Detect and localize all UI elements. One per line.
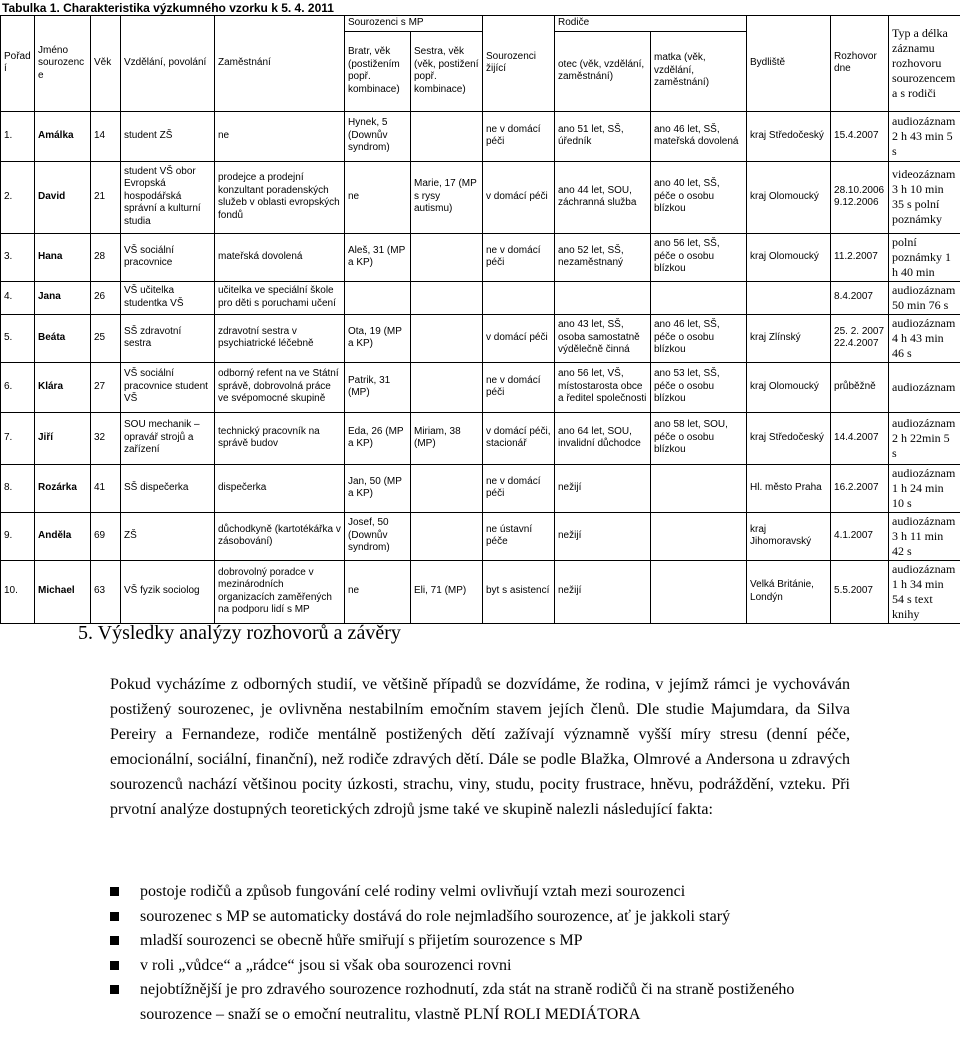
bullet-text: nejobtížnější je pro zdravého sourozence rozhodnutí, zda stát na straně rodičů či na straně postiženého sourozence – snaží se o emoční neutralitu, vlastně PLNÍ ROLI MEDIÁTORA bbox=[140, 981, 795, 1023]
cell-type: audiozáznam 1 h 34 min 54 s text knihy bbox=[889, 560, 960, 623]
list-item bbox=[110, 978, 850, 1027]
cell-age: 63 bbox=[91, 560, 121, 623]
cell-siblings: ne v domácí péči bbox=[483, 111, 555, 161]
cell-date: 4.1.2007 bbox=[831, 512, 889, 560]
cell-edu: SŠ zdravotní sestra bbox=[121, 314, 215, 362]
cell-no: 6. bbox=[1, 362, 35, 412]
cell-name: Jana bbox=[35, 281, 91, 314]
cell-name: Anděla bbox=[35, 512, 91, 560]
cell-father: nežijí bbox=[555, 560, 651, 623]
cell-name: Klára bbox=[35, 362, 91, 412]
cell-home: kraj Středočeský bbox=[747, 111, 831, 161]
cell-type: audiozáznam 2 h 22min 5 s bbox=[889, 412, 960, 464]
cell-type: audiozáznam 4 h 43 min 46 s bbox=[889, 314, 960, 362]
cell-sister bbox=[411, 314, 483, 362]
cell-edu: VŠ fyzik sociolog bbox=[121, 560, 215, 623]
cell-type: audiozáznam bbox=[889, 362, 960, 412]
header-vek: Věk bbox=[91, 16, 121, 112]
cell-brother: Josef, 50 (Downův syndrom) bbox=[345, 512, 411, 560]
header-rozhovor: Rozhovor dne bbox=[831, 16, 889, 112]
cell-age: 25 bbox=[91, 314, 121, 362]
cell-job: zdravotní sestra v psychiatrické léčebně bbox=[215, 314, 345, 362]
table-row bbox=[1, 111, 960, 161]
cell-mother: ano 58 let, SOU, péče o osobu blízkou bbox=[651, 412, 747, 464]
cell-job: dispečerka bbox=[215, 464, 345, 512]
cell-father: nežijí bbox=[555, 464, 651, 512]
cell-home: kraj Olomoucký bbox=[747, 233, 831, 281]
cell-name: Amálka bbox=[35, 111, 91, 161]
cell-home: kraj Jihomoravský bbox=[747, 512, 831, 560]
cell-father: ano 52 let, SŠ, nezaměstnaný bbox=[555, 233, 651, 281]
cell-father: ano 56 let, VŠ, místostarosta obce a ředitel společnosti bbox=[555, 362, 651, 412]
table-row bbox=[1, 233, 960, 281]
cell-brother: ne bbox=[345, 560, 411, 623]
header-sestra: Sestra, věk (věk, postižení popř. kombinace) bbox=[411, 31, 483, 111]
header-jmeno: Jméno sourozence bbox=[35, 16, 91, 112]
cell-edu: student VŠ obor Evropská hospodářská správní a kulturní studia bbox=[121, 161, 215, 233]
cell-brother: Jan, 50 (MP a KP) bbox=[345, 464, 411, 512]
cell-date: 15.4.2007 bbox=[831, 111, 889, 161]
list-item bbox=[110, 929, 850, 954]
body-paragraph: Pokud vycházíme z odborných studií, ve většině případů se dozvídáme, že rodina, v jejímž rámci je vychováván postižený sourozenec, je ovlivněna nestabilním emočním stavem jejích členů. Dle studie Majumdara, da Silva Pereiry a Fernandeze, rodiče mentálně postižených dětí zažívají významně vyšší míry stresu (denní péče, emocionální, sociální, finanční), než rodiče zdravých dětí. Dále se podle Blažka, Olmrové a Andersona u zdravých sourozenců nachází většinou pocity úzkosti, strachu, viny, studu, pocity frustrace, hněvu, podráždění, vzteku. Při prvotní analýze dostupných teoretických zdrojů jsme také ve skupině nalezli následující fakta: bbox=[110, 676, 850, 818]
header-vzdelani: Vzdělání, povolání bbox=[121, 16, 215, 112]
cell-father: ano 51 let, SŠ, úředník bbox=[555, 111, 651, 161]
cell-brother: ne bbox=[345, 161, 411, 233]
cell-sister: Miriam, 38 (MP) bbox=[411, 412, 483, 464]
cell-no: 4. bbox=[1, 281, 35, 314]
cell-edu: VŠ učitelka studentka VŠ bbox=[121, 281, 215, 314]
cell-home: kraj Středočeský bbox=[747, 412, 831, 464]
cell-edu: SOU mechanik – opravář strojů a zařízení bbox=[121, 412, 215, 464]
bullet-text: sourozenec s MP se automaticky dostává do role nejmladšího sourozence, ať je jakkoli starý bbox=[140, 907, 731, 925]
cell-home: kraj Zlínský bbox=[747, 314, 831, 362]
table-row bbox=[1, 314, 960, 362]
cell-age: 27 bbox=[91, 362, 121, 412]
cell-job: odborný refent na ve Státní správě, dobrovolná práce ve svépomocné skupině bbox=[215, 362, 345, 412]
cell-sister bbox=[411, 464, 483, 512]
cell-brother bbox=[345, 281, 411, 314]
cell-date: průběžně bbox=[831, 362, 889, 412]
cell-mother bbox=[651, 560, 747, 623]
cell-type: audiozáznam 1 h 24 min 10 s bbox=[889, 464, 960, 512]
cell-edu: ZŠ bbox=[121, 512, 215, 560]
cell-brother: Eda, 26 (MP a KP) bbox=[345, 412, 411, 464]
cell-date: 8.4.2007 bbox=[831, 281, 889, 314]
table-body bbox=[1, 111, 960, 623]
cell-name: Beáta bbox=[35, 314, 91, 362]
cell-brother: Hynek, 5 (Downův syndrom) bbox=[345, 111, 411, 161]
cell-name: Jiří bbox=[35, 412, 91, 464]
bullet-square-icon bbox=[110, 961, 119, 970]
cell-siblings: v domácí péči bbox=[483, 161, 555, 233]
cell-age: 32 bbox=[91, 412, 121, 464]
bullet-text: v roli „vůdce“ a „rádce“ jsou si však oba sourozenci rovni bbox=[140, 956, 512, 974]
cell-siblings: ne ústavní péče bbox=[483, 512, 555, 560]
cell-no: 3. bbox=[1, 233, 35, 281]
cell-siblings: v domácí péči, stacionář bbox=[483, 412, 555, 464]
sample-table bbox=[0, 15, 960, 624]
cell-edu: student ZŠ bbox=[121, 111, 215, 161]
header-otec: otec (věk, vzdělání, zaměstnání) bbox=[555, 31, 651, 111]
cell-mother: ano 53 let, SŠ, péče o osobu blízkou bbox=[651, 362, 747, 412]
cell-name: Hana bbox=[35, 233, 91, 281]
cell-date: 16.2.2007 bbox=[831, 464, 889, 512]
table-row bbox=[1, 464, 960, 512]
cell-brother: Patrik, 31 (MP) bbox=[345, 362, 411, 412]
cell-age: 69 bbox=[91, 512, 121, 560]
bullet-square-icon bbox=[110, 936, 119, 945]
cell-siblings: ne v domácí péči bbox=[483, 233, 555, 281]
cell-home bbox=[747, 281, 831, 314]
cell-siblings: ne v domácí péči bbox=[483, 362, 555, 412]
cell-date: 28.10.2006 9.12.2006 bbox=[831, 161, 889, 233]
cell-date: 14.4.2007 bbox=[831, 412, 889, 464]
cell-mother: ano 40 let, SŠ, péče o osobu blízkou bbox=[651, 161, 747, 233]
header-poradi: Pořadí bbox=[1, 16, 35, 112]
header-bydliste: Bydliště bbox=[747, 16, 831, 112]
cell-no: 7. bbox=[1, 412, 35, 464]
cell-brother: Ota, 19 (MP a KP) bbox=[345, 314, 411, 362]
header-rodice: Rodiče bbox=[555, 16, 747, 32]
list-item bbox=[110, 905, 850, 930]
table-row bbox=[1, 362, 960, 412]
cell-job: prodejce a prodejní konzultant poradenských služeb v oblasti evropských fondů bbox=[215, 161, 345, 233]
table-row bbox=[1, 281, 960, 314]
cell-no: 5. bbox=[1, 314, 35, 362]
cell-name: David bbox=[35, 161, 91, 233]
cell-father: ano 64 let, SOU, invalidní důchodce bbox=[555, 412, 651, 464]
cell-job: důchodkyně (kartotékářka v zásobování) bbox=[215, 512, 345, 560]
cell-mother: ano 46 let, SŠ, péče o osobu blízkou bbox=[651, 314, 747, 362]
header-zamestnani: Zaměstnání bbox=[215, 16, 345, 112]
cell-job: učitelka ve speciální škole pro děti s poruchami učení bbox=[215, 281, 345, 314]
cell-sister: Marie, 17 (MP s rysy autismu) bbox=[411, 161, 483, 233]
cell-sister bbox=[411, 233, 483, 281]
cell-home: kraj Olomoucký bbox=[747, 362, 831, 412]
cell-age: 41 bbox=[91, 464, 121, 512]
cell-date: 11.2.2007 bbox=[831, 233, 889, 281]
table-row bbox=[1, 512, 960, 560]
bullet-list bbox=[110, 880, 850, 1027]
cell-home: kraj Olomoucký bbox=[747, 161, 831, 233]
cell-age: 28 bbox=[91, 233, 121, 281]
table-row bbox=[1, 412, 960, 464]
cell-no: 9. bbox=[1, 512, 35, 560]
cell-sister bbox=[411, 111, 483, 161]
cell-no: 2. bbox=[1, 161, 35, 233]
cell-siblings: v domácí péči bbox=[483, 314, 555, 362]
cell-age: 14 bbox=[91, 111, 121, 161]
bullet-square-icon bbox=[110, 985, 119, 994]
cell-date: 25. 2. 2007 22.4.2007 bbox=[831, 314, 889, 362]
cell-mother bbox=[651, 281, 747, 314]
cell-no: 8. bbox=[1, 464, 35, 512]
bullet-square-icon bbox=[110, 887, 119, 896]
cell-job: ne bbox=[215, 111, 345, 161]
cell-type: polní poznámky 1 h 40 min bbox=[889, 233, 960, 281]
table-row bbox=[1, 161, 960, 233]
cell-sister bbox=[411, 512, 483, 560]
cell-siblings bbox=[483, 281, 555, 314]
cell-job: mateřská dovolená bbox=[215, 233, 345, 281]
cell-father: ano 43 let, SŠ, osoba samostatně výdělečně činná bbox=[555, 314, 651, 362]
cell-siblings: byt s asistencí bbox=[483, 560, 555, 623]
table-row bbox=[1, 560, 960, 623]
bullet-square-icon bbox=[110, 912, 119, 921]
cell-name: Michael bbox=[35, 560, 91, 623]
cell-mother: ano 56 let, SŠ, péče o osobu blízkou bbox=[651, 233, 747, 281]
cell-no: 1. bbox=[1, 111, 35, 161]
cell-type: audiozáznam 50 min 76 s bbox=[889, 281, 960, 314]
cell-type: audiozáznam 2 h 43 min 5 s bbox=[889, 111, 960, 161]
list-item bbox=[110, 954, 850, 979]
cell-date: 5.5.2007 bbox=[831, 560, 889, 623]
cell-mother: ano 46 let, SŠ, mateřská dovolená bbox=[651, 111, 747, 161]
cell-age: 21 bbox=[91, 161, 121, 233]
bullet-text: postoje rodičů a způsob fungování celé rodiny velmi ovlivňují vztah mezi sourozenci bbox=[140, 883, 686, 900]
cell-father: nežijí bbox=[555, 512, 651, 560]
cell-sister: Eli, 71 (MP) bbox=[411, 560, 483, 623]
cell-edu: VŠ sociální pracovnice bbox=[121, 233, 215, 281]
cell-age: 26 bbox=[91, 281, 121, 314]
cell-father: ano 44 let, SOU, záchranná služba bbox=[555, 161, 651, 233]
header-matka: matka (věk, vzdělání, zaměstnání) bbox=[651, 31, 747, 111]
section-title: 5. Výsledky analýzy rozhovorů a závěry bbox=[78, 622, 401, 644]
cell-job: technický pracovník na správě budov bbox=[215, 412, 345, 464]
cell-name: Rozárka bbox=[35, 464, 91, 512]
bullet-text: mladší sourozenci se obecně hůře smiřují s přijetím sourozence s MP bbox=[140, 932, 583, 949]
cell-type: videozáznam 3 h 10 min 35 s polní poznámky bbox=[889, 161, 960, 233]
cell-home: Hl. město Praha bbox=[747, 464, 831, 512]
cell-job: dobrovolný poradce v mezinárodních organizacích zaměřených na podporu lidí s MP bbox=[215, 560, 345, 623]
header-sourozenci-zijici: Sourozenci žijící bbox=[483, 16, 555, 112]
cell-father bbox=[555, 281, 651, 314]
cell-brother: Aleš, 31 (MP a KP) bbox=[345, 233, 411, 281]
cell-mother bbox=[651, 464, 747, 512]
cell-type: audiozáznam 3 h 11 min 42 s bbox=[889, 512, 960, 560]
cell-sister bbox=[411, 362, 483, 412]
header-sourozenci-mp: Sourozenci s MP bbox=[345, 16, 483, 32]
cell-edu: SŠ dispečerka bbox=[121, 464, 215, 512]
table-title: Tabulka 1. Charakteristika výzkumného vzorku k 5. 4. 2011 bbox=[2, 1, 334, 15]
cell-edu: VŠ sociální pracovnice student VŠ bbox=[121, 362, 215, 412]
header-typ: Typ a délka záznamu rozhovoru sourozencem a s rodiči bbox=[889, 16, 960, 112]
cell-siblings: ne v domácí péči bbox=[483, 464, 555, 512]
cell-home: Velká Británie, Londýn bbox=[747, 560, 831, 623]
cell-sister bbox=[411, 281, 483, 314]
cell-mother bbox=[651, 512, 747, 560]
cell-no: 10. bbox=[1, 560, 35, 623]
list-item bbox=[110, 880, 850, 905]
header-bratr: Bratr, věk (postižením popř. kombinace) bbox=[345, 31, 411, 111]
